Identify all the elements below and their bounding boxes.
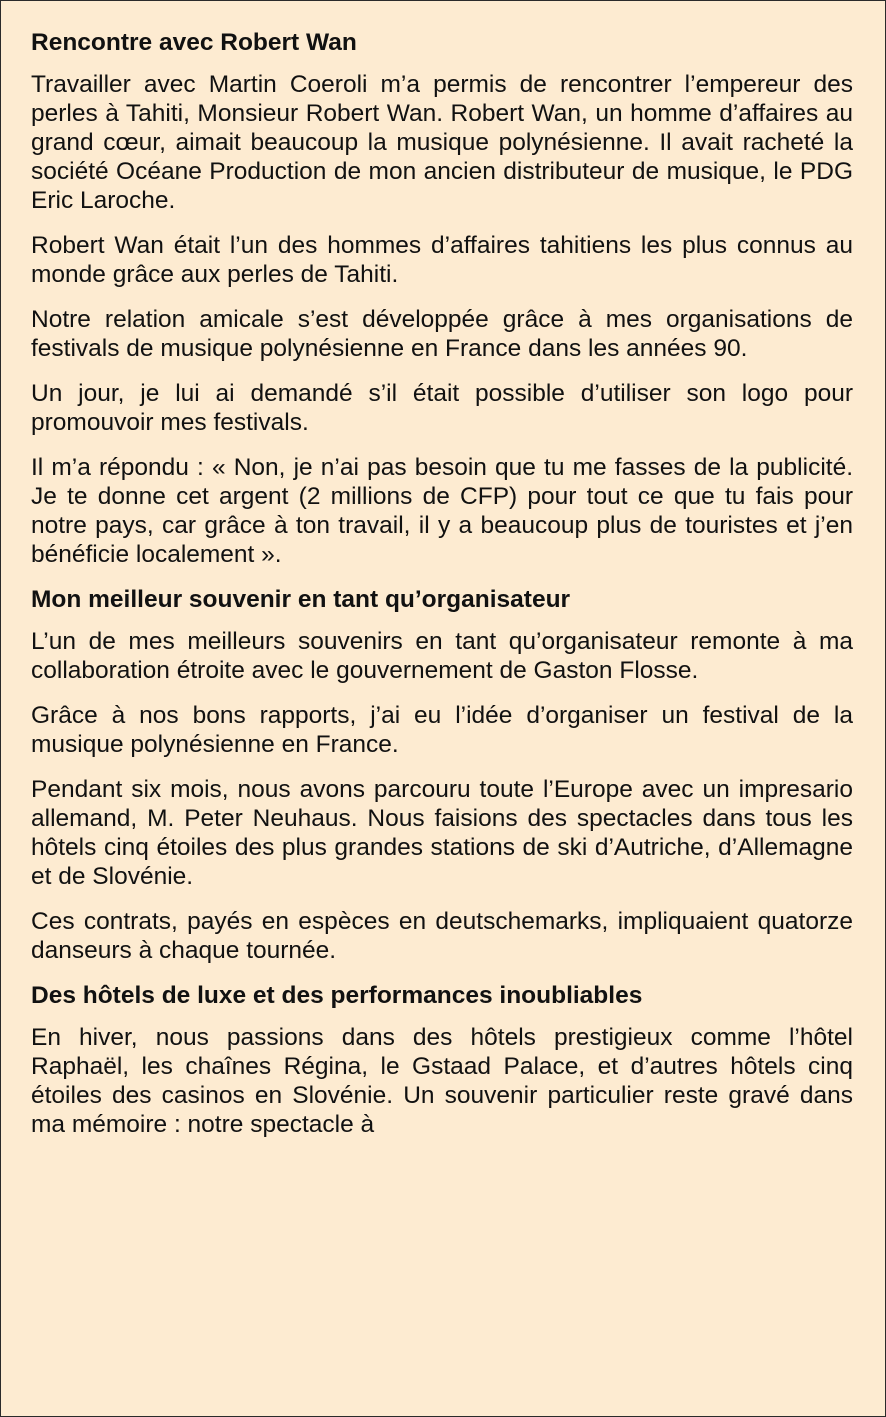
paragraph: Travailler avec Martin Coeroli m’a permis de rencontrer l’empereur des perles à Tahiti, Monsieur Robert Wan. Robert Wan, un homme d’affaires au grand cœur, aimait beaucoup la musique polynésienne. Il avait racheté la société Océane Production de mon ancien distributeur de musique, le PDG Eric Laroche. — [31, 71, 853, 214]
paragraph: En hiver, nous passions dans des hôtels prestigieux comme l’hôtel Raphaël, les chaînes Régina, le Gstaad Palace, et d’autres hôtels cinq étoiles des casinos en Slovénie. Un souvenir particulier reste gravé dans ma mémoire : notre spectacle à — [31, 1024, 853, 1138]
paragraph: Notre relation amicale s’est développée grâce à mes organisations de festivals de musique polynésienne en France dans les années 90. — [31, 306, 853, 362]
paragraph: L’un de mes meilleurs souvenirs en tant qu’organisateur remonte à ma collaboration étroite avec le gouvernement de Gaston Flosse. — [31, 628, 853, 684]
paragraph: Il m’a répondu : « Non, je n’ai pas besoin que tu me fasses de la publicité. Je te donne cet argent (2 millions de CFP) pour tout ce que tu fais pour notre pays, car grâce à ton travail, il y a beaucoup plus de touristes et j’en bénéficie localement ». — [31, 454, 853, 568]
paragraph: Un jour, je lui ai demandé s’il était possible d’utiliser son logo pour promouvoir mes festivals. — [31, 380, 853, 436]
paragraph: Ces contrats, payés en espèces en deutschemarks, impliquaient quatorze danseurs à chaque tournée. — [31, 908, 853, 964]
paragraph: Robert Wan était l’un des hommes d’affaires tahitiens les plus connus au monde grâce aux perles de Tahiti. — [31, 232, 853, 288]
section-heading-hotels: Des hôtels de luxe et des performances inoubliables — [31, 982, 643, 1009]
paragraph: Pendant six mois, nous avons parcouru toute l’Europe avec un impresario allemand, M. Peter Neuhaus. Nous faisions des spectacles dans tous les hôtels cinq étoiles des plus grandes stations de ski d’Autriche, d’Allemagne et de Slovénie. — [31, 776, 853, 890]
section-heading-rencontre: Rencontre avec Robert Wan — [31, 29, 357, 56]
section-heading-souvenir: Mon meilleur souvenir en tant qu’organisateur — [31, 586, 571, 613]
paragraph: Grâce à nos bons rapports, j’ai eu l’idée d’organiser un festival de la musique polynésienne en France. — [31, 702, 853, 758]
